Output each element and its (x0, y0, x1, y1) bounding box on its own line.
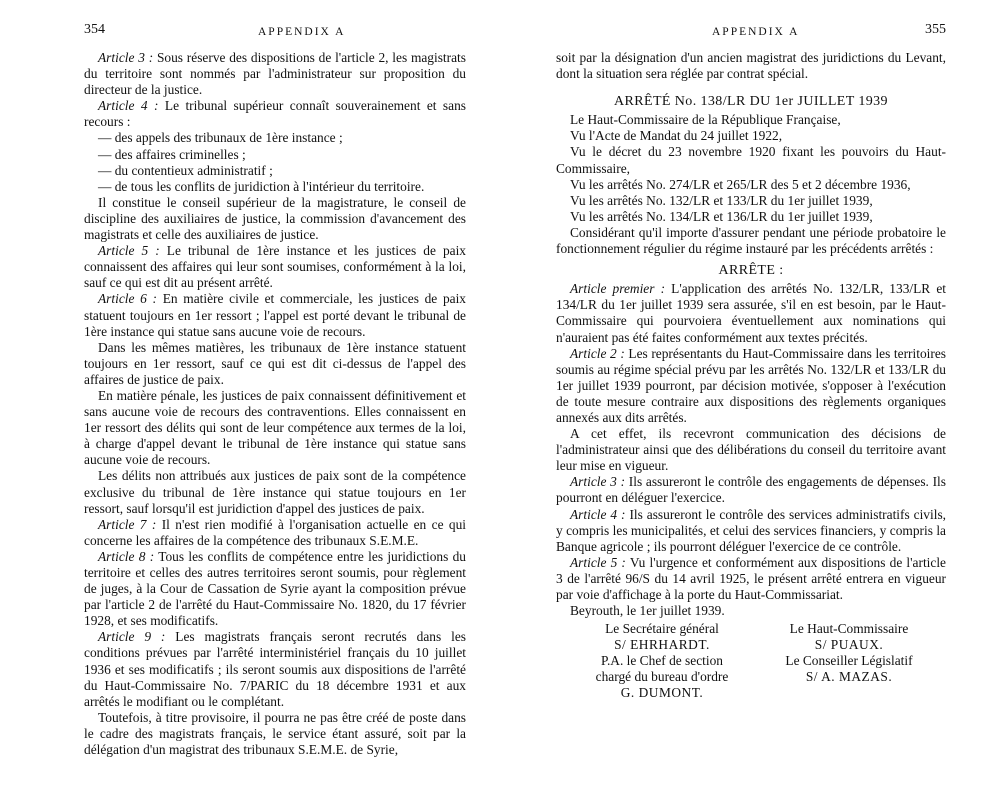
signatory-name: G. DUMONT. (620, 685, 704, 701)
right-running-head (556, 22, 946, 44)
article-3-paragraph (84, 50, 466, 98)
article-label: Article 4 : (570, 506, 626, 522)
signatory-title: Le Conseiller Législatif (785, 653, 913, 669)
signature-right (764, 621, 934, 701)
article-text: Vu l'urgence et conformément aux dispositions de l'article 3 de l'arrêté 96/S du 14 avril 1925, le présent arrêté entrera en vigueur par voie d'affichage à la porte du Haut-Commissariat. (556, 554, 946, 602)
article-4-paragraph (84, 98, 466, 130)
article-text: Sous réserve des dispositions de l'article 2, les magistrats du territoire sont nommés par l'administrateur sur proposition du directeur de la justice. (84, 50, 466, 98)
signatory-title: chargé du bureau d'ordre (595, 669, 729, 685)
article-4-item: — des appels des tribunaux de 1ère instance ; (98, 130, 343, 146)
left-page (84, 22, 466, 758)
article-label: Article 5 : (570, 554, 626, 570)
article-label: Article 4 : (98, 98, 159, 114)
article-text: Les représentants du Haut-Commissaire dans les territoires soumis au régime spécial prévu par les arrêtés No. 132/LR et 133/LR du 1er juillet 1939 pourront, par décision motivée, s'opposer à l'exécution de toute mesure contraire aux dispositions des règlements organiques annexés aux dits arrêtés. (556, 345, 946, 425)
article-5-paragraph (84, 243, 466, 291)
signatory-name: S/ PUAUX. (814, 637, 884, 653)
preamble-line: Vu les arrêtés No. 132/LR et 133/LR du 1er juillet 1939, (570, 192, 873, 208)
article-1-paragraph (556, 281, 946, 345)
preamble-line: Vu l'Acte de Mandat du 24 juillet 1922, (570, 128, 783, 144)
article-text: Les magistrats français seront recrutés dans les conditions prévues par l'arrêté interministériel français du 10 juillet 1936 et ses modificatifs ; ils seront soumis aux dispositions de l'arrêté du Haut-Commissaire No. 7/PARIC du 18 décembre 1931 et aux arrêtés le modifiant ou le complétant. (84, 629, 466, 709)
signatory-title: Le Secrétaire général (605, 621, 719, 637)
article-text: Le tribunal supérieur connaît souverainement et sans recours : (84, 98, 466, 130)
preamble-line: Considérant qu'il importe d'assurer pendant une période probatoire le fonctionnement régulier du régime instauré par les précédents arrêtés : (556, 224, 946, 257)
article-label: Article 9 : (98, 629, 166, 645)
preamble-line: Vu les arrêtés No. 134/LR et 136/LR du 1er juillet 1939, (570, 208, 873, 224)
article-4-paragraph (556, 507, 946, 555)
signatory-name: S/ EHRHARDT. (614, 637, 710, 653)
signatory-name: S/ A. MAZAS. (805, 669, 893, 685)
signatory-title: P.A. le Chef de section (601, 653, 723, 669)
article-label: Article 8 : (98, 548, 155, 564)
right-running-title: APPENDIX A (712, 26, 800, 38)
article-6-paragraph-4: Les délits non attribués aux justices de paix sont de la compétence exclusive du tribunal de 1ère instance qui statue toujours en 1er ressort, sauf lorsqu'il est juridiction d'appel des justices de paix. (84, 468, 466, 516)
article-label: Article 3 : (570, 474, 626, 490)
article-label: Article 2 : (570, 345, 625, 361)
right-page-number: 355 (925, 22, 946, 37)
right-page (556, 22, 946, 701)
article-6-paragraph-3: En matière pénale, les justices de paix connaissent définitivement et sans aucune voie de recours des contraventions. Elles connaissent en 1er ressort des délits qui sont de leur compétence aux termes de la loi, à charge d'appel devant le tribunal de 1ère instance qui statue sans aucune voie de recours. (84, 387, 466, 468)
article-6-paragraph (84, 291, 466, 339)
preamble-line: Vu le décret du 23 novembre 1920 fixant les pouvoirs du Haut-Commissaire, (556, 144, 946, 176)
signature-block (556, 621, 946, 701)
article-label: Article 7 : (98, 516, 157, 532)
signatory-title: Le Haut-Commissaire (789, 621, 909, 637)
article-text: Ils assureront le contrôle des services administratifs civils, y compris les municipalités, et celui des services financiers, y compris la Banque agricole ; ils pourront déléguer l'exercice de ce contrôle. (556, 506, 947, 554)
article-8-paragraph (84, 549, 466, 629)
article-text: L'application des arrêtés No. 132/LR, 133/LR et 134/LR du 1er juillet 1939 sera assurée, s'il en est besoin, par le Haut-Commissaire qui pourvoiera éventuellement aux nominations qui n'auraient pas été faites conformément aux textes précités. (556, 281, 946, 345)
article-4-paragraph-2: Il constitue le conseil supérieur de la magistrature, le conseil de discipline des auxiliaires de justice, la commission d'avancement des magistrats et celle des auxiliaires de justice. (84, 194, 466, 243)
article-4-item: — de tous les conflits de juridiction à l'intérieur du territoire. (98, 178, 425, 194)
article-text: Ils assureront le contrôle des engagements de dépenses. Ils pourront en déléguer l'exercice. (556, 474, 946, 506)
left-running-title: APPENDIX A (258, 26, 346, 38)
preamble-line: Vu les arrêtés No. 274/LR et 265/LR des 5 et 2 décembre 1936, (570, 176, 911, 192)
article-label: Article 6 : (98, 291, 158, 307)
continuation-paragraph: soit par la désignation d'un ancien magistrat des juridictions du Levant, dont la situation sera réglée par contrat spécial. (556, 50, 946, 82)
article-5-paragraph (556, 555, 946, 603)
article-2-paragraph-2: A cet effet, ils recevront communication des décisions de l'administrateur ainsi que des délibérations du conseil du territoire avant leur mise en vigueur. (556, 426, 946, 474)
signature-left (562, 621, 762, 701)
article-2-paragraph (556, 346, 946, 426)
article-text: En matière civile et commerciale, les justices de paix statuent toujours en 1er ressort ; l'appel est porté devant le tribunal de 1ère instance qui statue sans aucune voie de recours. (84, 291, 467, 339)
article-4-item: — du contentieux administratif ; (98, 162, 273, 178)
article-text: Il n'est rien modifié à l'organisation actuelle en ce qui concerne les affaires de la compétence des tribunaux S.E.M.E. (84, 516, 466, 548)
arrete-title: ARRÊTÉ No. 138/LR DU 1er JUILLET 1939 (614, 94, 888, 110)
article-label: Article 5 : (98, 243, 160, 259)
article-6-paragraph-2: Dans les mêmes matières, les tribunaux de 1ère instance statuent toujours en 1er ressort, sauf ce qui est dit ci-dessus de l'appel des affaires de justice de paix. (84, 339, 466, 387)
article-text: Le tribunal de 1ère instance et les justices de paix connaissent des affaires qui leur sont soumises, conformément à la loi, sauf ce qui est dit au présent arrêté. (84, 243, 467, 291)
article-label: Article 3 : (98, 50, 154, 65)
date-line: Beyrouth, le 1er juillet 1939. (570, 603, 725, 619)
left-page-number: 354 (84, 22, 105, 37)
article-text: Tous les conflits de compétence entre les juridictions du territoire et celles des autres territoires seront soumis, pour règlement de juges, à la Cour de Cassation de Syrie ayant la composition prévue par l'article 2 de l'arrêté du Haut-Commissaire No. 1820, du 17 février 1928, et ses modificatifs. (84, 548, 466, 629)
preamble-line: Le Haut-Commissaire de la République Française, (570, 112, 841, 128)
article-4-item: — des affaires criminelles ; (98, 146, 246, 162)
arrete-heading: ARRÊTE : (718, 263, 784, 279)
left-running-head (84, 22, 466, 44)
article-label: Article premier : (570, 281, 666, 297)
article-9-paragraph-2: Toutefois, à titre provisoire, il pourra ne pas être créé de poste dans le cadre des magistrats français, le service étant assuré, soit par la délégation d'un magistrat des tribunaux S.E.M.E. de Syrie, (84, 709, 466, 758)
article-9-paragraph (84, 629, 466, 709)
article-7-paragraph (84, 517, 466, 549)
article-3-paragraph (556, 474, 946, 506)
